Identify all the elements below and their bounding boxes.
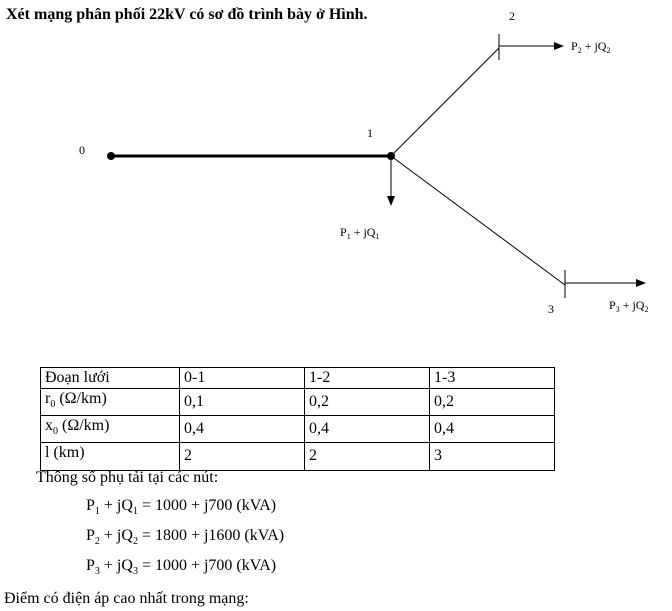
table-cell: 0,1 — [180, 389, 305, 416]
question-text: Điểm có điện áp cao nhất trong mạng: — [4, 590, 249, 607]
load-label-2: $P_2 + jQ_2$ — [571, 39, 611, 55]
table-header-cell: 1-2 — [305, 368, 430, 389]
load-arrow-3 — [565, 279, 646, 287]
load-arrow-1 — [387, 160, 395, 206]
node-1-dot — [387, 152, 395, 160]
table-cell: 0,4 — [180, 416, 305, 443]
table-header-cell: 0-1 — [180, 368, 305, 389]
problem-title: Xét mạng phân phối 22kV có sơ đồ trình bày ở Hình. — [6, 6, 368, 23]
load-equation-1: $P_1 + jQ_1 = 1000 + j700$ (kVA) — [86, 497, 277, 518]
table-cell: 0,4 — [430, 416, 555, 443]
table-header-cell: Đoạn lưới — [41, 368, 180, 389]
table-row-label: l (km) — [41, 443, 180, 470]
table-row — [41, 416, 555, 443]
table-cell: 0,2 — [430, 389, 555, 416]
load-label-3: $P_3 + jQ_2$ — [609, 298, 649, 314]
node-2-label: 2 — [509, 9, 515, 23]
load-arrow-2 — [499, 42, 564, 50]
line-1-3 — [391, 156, 565, 285]
node-0-label: 0 — [79, 143, 85, 157]
line-parameters-table — [40, 367, 555, 471]
load-params-heading: Thông số phụ tải tại các nút: — [36, 469, 219, 486]
table-cell: 3 — [430, 443, 555, 470]
line-1-2 — [391, 48, 499, 156]
table-row — [41, 389, 555, 416]
load-label-1: $P_1 + jQ_1$ — [340, 225, 380, 241]
load-equation-2: $P_2 + jQ_2 = 1800 + j1600$ (kVA) — [86, 527, 285, 548]
table-header-cell: 1-3 — [430, 368, 555, 389]
table-cell: 2 — [180, 443, 305, 470]
node-1-label: 1 — [367, 126, 373, 140]
table-cell: 0,2 — [305, 389, 430, 416]
table-header-row — [41, 368, 555, 389]
table-row-label: $x_0$ (Ω/km) — [41, 416, 180, 443]
table-cell: 2 — [305, 443, 430, 470]
table-row — [41, 443, 555, 470]
node-0-dot — [107, 152, 115, 160]
table-row-label: $r_0$ (Ω/km) — [41, 389, 180, 416]
node-3-label: 3 — [548, 302, 554, 316]
table-cell: 0,4 — [305, 416, 430, 443]
load-equation-3: $P_3 + jQ_3 = 1000 + j700$ (kVA) — [86, 557, 277, 578]
